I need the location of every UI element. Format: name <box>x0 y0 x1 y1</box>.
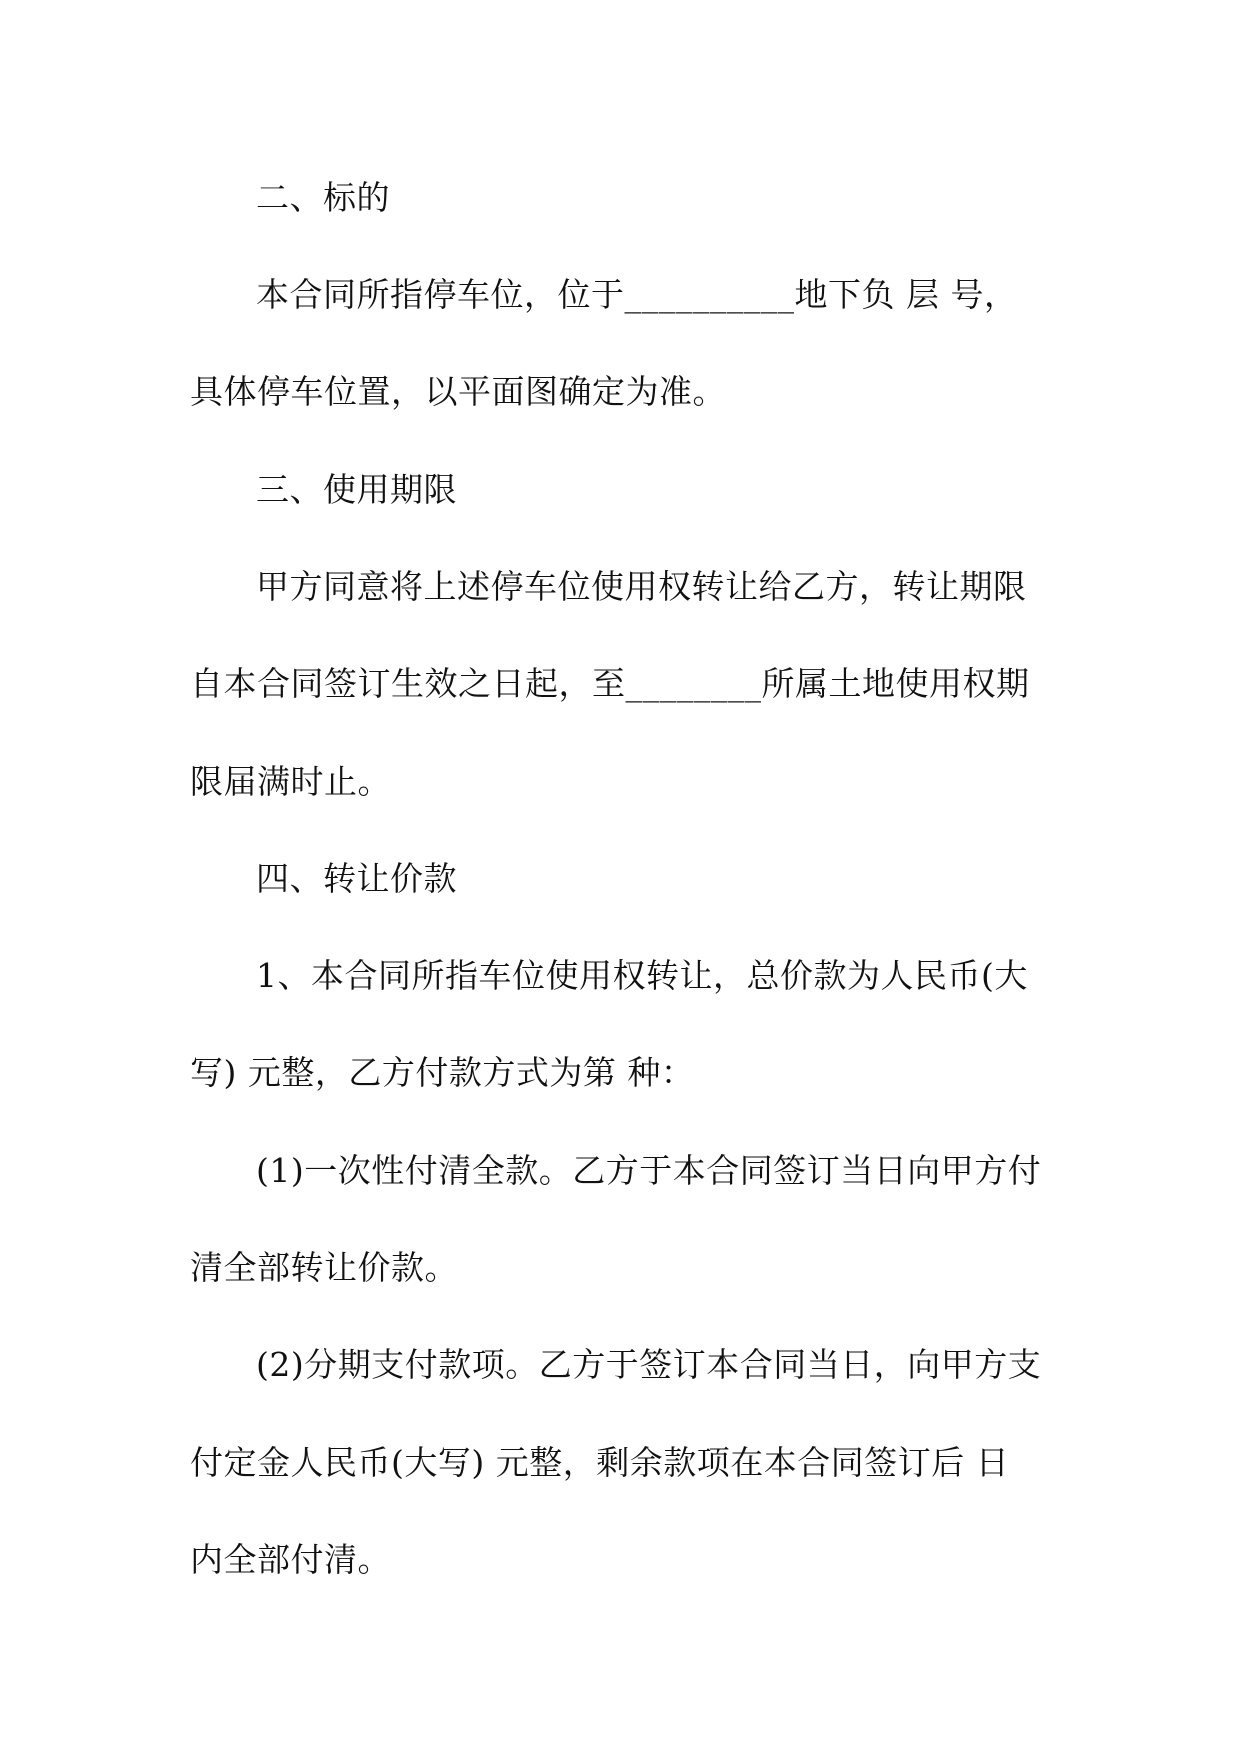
paragraph-line: 1、本合同所指车位使用权转让，总价款为人民币(大 <box>256 956 1028 995</box>
paragraph-line: (1)一次性付清全款。乙方于本合同签订当日向甲方付 <box>256 1151 1042 1190</box>
paragraph-line: (2)分期支付款项。乙方于签订本合同当日，向甲方支 <box>256 1345 1042 1384</box>
heading-subject: 二、标的 <box>256 178 390 217</box>
paragraph-line: 甲方同意将上述停车位使用权转让给乙方，转让期限 <box>256 567 1027 606</box>
paragraph-line: 付定金人民币(大写) 元整，剩余款项在本合同签订后 日 <box>190 1443 1010 1482</box>
heading-price: 四、转让价款 <box>256 859 457 898</box>
paragraph-line: 自本合同签订生效之日起，至________所属土地使用权期 <box>190 664 1030 703</box>
paragraph-line: 限届满时止。 <box>190 762 391 801</box>
paragraph-line: 清全部转让价款。 <box>190 1248 458 1287</box>
heading-term: 三、使用期限 <box>256 470 457 509</box>
paragraph-line: 写) 元整，乙方付款方式为第 种： <box>190 1053 695 1092</box>
paragraph-line: 内全部付清。 <box>190 1540 391 1579</box>
paragraph-line: 具体停车位置，以平面图确定为准。 <box>190 372 726 411</box>
paragraph-line: 本合同所指停车位，位于__________地下负 层 号， <box>256 275 1018 314</box>
